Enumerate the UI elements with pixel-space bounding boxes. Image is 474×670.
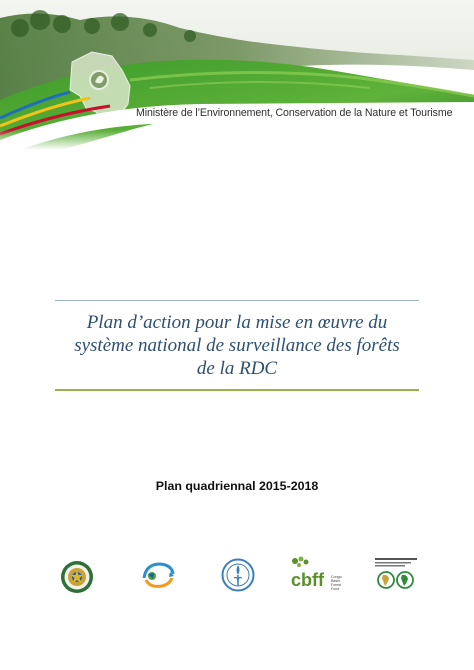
document-title (40, 311, 434, 380)
title-bottom-rule (55, 389, 419, 391)
seal-logo (60, 560, 94, 594)
ministry-name: Ministère de l’Environnement, Conservation de la Nature et Tourisme (136, 107, 453, 119)
title-line: système national de surveillance des forêts (74, 335, 400, 356)
cbff-logo-icon (290, 556, 348, 592)
title-line: de la RDC (196, 358, 278, 379)
afdb-logo-icon (373, 556, 419, 592)
fao-logo-icon (221, 558, 255, 592)
swirl-logo-icon (140, 560, 176, 590)
svg-text:Basin: Basin (331, 579, 340, 583)
seal-logo-icon (60, 560, 94, 594)
fao-logo (221, 558, 255, 592)
document-subtitle: Plan quadriennal 2015-2018 (155, 479, 319, 493)
svg-text:Forest: Forest (331, 583, 342, 587)
afdb-logo (373, 556, 419, 592)
title-top-rule (55, 300, 419, 301)
unredd-logo (140, 560, 176, 590)
cbff-logo (290, 556, 348, 592)
title-line: Plan d’action pour la mise en œuvre du (86, 312, 388, 333)
landscape-banner-image (0, 0, 474, 150)
svg-text:Congo: Congo (331, 575, 342, 579)
svg-text:Fund: Fund (331, 587, 340, 591)
cbff-logo-label: cbff (291, 570, 324, 590)
header-banner (0, 0, 474, 150)
